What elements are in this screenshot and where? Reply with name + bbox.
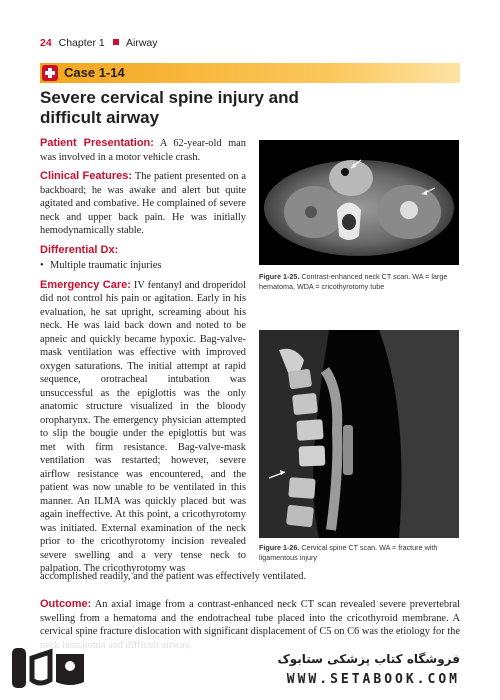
case-banner bbox=[40, 63, 460, 83]
outcome-text: An axial image from a contrast-enhanced neck CT scan revealed severe prevertebral swelling from a hematoma and the endotracheal tube placed into the cricothyroid membrane. A cervical spine fracture dislocation with significant displacement of C5 on C6 was the etiology for the bbox=[40, 599, 460, 637]
outcome-paragraph bbox=[40, 598, 460, 640]
chapter-label: Chapter 1 bbox=[58, 37, 105, 49]
emergency-care-heading: Emergency Care: bbox=[40, 278, 131, 291]
neck-ct-scan-image bbox=[259, 140, 459, 265]
figure-caption-text: Contrast-enhanced neck CT scan. WA = large hematoma, WDA = cricothyrotomy tube bbox=[259, 272, 448, 291]
differential-dx-heading: Differential Dx: bbox=[40, 243, 119, 256]
emergency-care-paragraph bbox=[40, 279, 246, 576]
figure-cervical-spine-ct-image bbox=[259, 330, 459, 538]
figure-neck-ct-image bbox=[259, 140, 459, 265]
patient-presentation-heading: Patient Presentation: bbox=[40, 137, 154, 149]
outcome-heading: Outcome: bbox=[40, 598, 92, 610]
section-label: Airway bbox=[126, 37, 158, 49]
differential-dx-list bbox=[40, 259, 246, 273]
emergency-care-text: IV fentanyl and droperidol did not control his pain or agitation. Early in his evaluation, he sat upright, screaming about his neck. He was laid back down and noted to be apneic and quickly became hypoxic. Bag-valve-mask ventilation was effective with improved oxygen saturations. The initial attempt at rapid sequence, orotracheal intubation was unsuccessful as the epiglottis was the only anatomic structure visualized in the bloody oropharynx. The emergency physician attempted to slip the bougie under the epiglottis but was met with firm resistance. Bag-valve-mask ventilation was restarted; however, severe airflow resistance was encountered, and the patient was now unable to be ventilated in this manner. An ILMA was quickly placed but was again ineffective. At this point, a cricothyrotomy was initiated. External examination of the neck prior to the cricothyrotomy incision revealed severe swelling and a very tense neck to palpation. The cricothyrotomy was bbox=[40, 279, 246, 574]
case-label: Case 1-14 bbox=[64, 65, 125, 80]
emergency-care-continuation: accomplished readily, and the patient was effectively ventilated. bbox=[40, 571, 307, 582]
running-head bbox=[40, 37, 158, 49]
figure-caption-text: Cervical spine CT scan. WA = fracture with ligamentous injury bbox=[259, 543, 438, 562]
figure-label: Figure 1-25. bbox=[259, 272, 300, 281]
figure-1-26-caption bbox=[259, 543, 459, 562]
patient-presentation-paragraph bbox=[40, 137, 246, 164]
setabook-logo bbox=[10, 644, 90, 694]
case-title: Severe cervical spine injury and difficult airway bbox=[40, 88, 299, 127]
figure-label: Figure 1-26. bbox=[259, 543, 300, 552]
watermark-persian-text: فروشگاه کتاب پزشکی ستابوک bbox=[277, 652, 460, 666]
separator-square-icon bbox=[113, 39, 119, 45]
clinical-features-heading: Clinical Features: bbox=[40, 170, 133, 182]
clinical-features-paragraph bbox=[40, 170, 246, 238]
figure-1-25-caption bbox=[259, 272, 459, 291]
page-number: 24 bbox=[40, 37, 52, 49]
medical-cross-icon bbox=[42, 65, 58, 81]
list-item: • Multiple traumatic injuries bbox=[40, 259, 246, 273]
patient-presentation-text: A 62-year-old man was involved in a motor vehicle crash. bbox=[40, 138, 246, 163]
clinical-features-text: The patient presented on a backboard; he was awake and alert but quite agitated and combative. He complained of severe neck and upper back pain. He was initially hemodynamically stable. bbox=[40, 171, 246, 236]
watermark-url: WWW.SETABOOK.COM bbox=[286, 672, 460, 687]
cervical-spine-ct-scan-image bbox=[259, 330, 459, 538]
case-body-left-column bbox=[40, 137, 246, 582]
watermark-overlay bbox=[0, 640, 500, 700]
